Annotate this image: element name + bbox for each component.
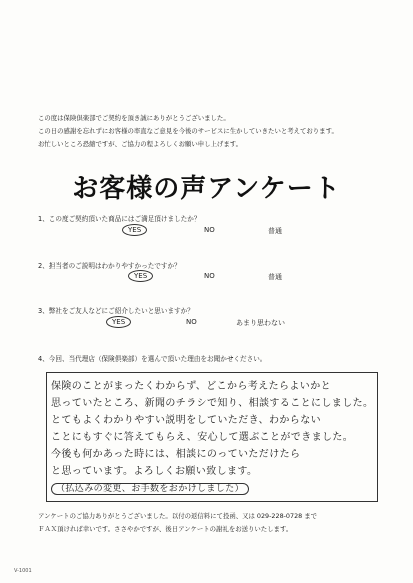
- form-code: V-1001: [14, 568, 32, 574]
- footer-line-1: アンケートのご協力ありがとうございました。以付の返信料にて投函、又は 029-228-0728 まで: [38, 512, 318, 520]
- survey-title: お客様の声アンケート: [72, 174, 341, 204]
- question-2: 2、担当者のご説明はわかりやすかったですか？: [38, 262, 181, 270]
- q3-option-rarely[interactable]: あまり思わない: [236, 319, 285, 327]
- q1-option-no[interactable]: NO: [204, 226, 215, 234]
- question-3: 3、弊社をご友人などにご紹介したいと思いますか？: [38, 307, 194, 315]
- answer-line-5: 今後も何かあった時には、相談にのっていただけたら: [51, 449, 301, 460]
- footer-text: [38, 510, 398, 536]
- question-1: 1、この度ご契約頂いた商品にはご満足頂けましたか？: [38, 215, 201, 223]
- answer-line-1: 保険のことがまったくわからず、どこから考えたらよいかと: [51, 381, 331, 392]
- intro-line-1: この度は保険倶楽部でご契約を頂き誠にありがとうございました。: [38, 114, 230, 122]
- q1-option-yes[interactable]: YES: [122, 224, 147, 236]
- answer-box[interactable]: [46, 372, 378, 502]
- q3-option-no[interactable]: NO: [186, 318, 197, 326]
- answer-line-6: と思っています。よろしくお願い致します。: [51, 466, 258, 477]
- intro-text: [38, 112, 398, 151]
- q2-option-neutral[interactable]: 普通: [268, 273, 282, 281]
- q3-option-yes[interactable]: YES: [106, 316, 131, 328]
- intro-line-3: お忙しいところ恐縮ですが、ご協力の程よろしくお願い申し上げます。: [38, 140, 242, 148]
- q1-option-neutral[interactable]: 普通: [268, 227, 282, 235]
- footer-line-2: ＦＡＸ頂ければ幸いです。ささやかですが、後日アンケートの謝礼をお送りいたします。: [38, 525, 293, 533]
- question-4: 4、今回、当代理店（保険倶楽部）を選んで頂いた理由をお聞かせください。: [38, 355, 267, 363]
- answer-line-7: （払込みの変更、お手数をおかけしました）: [51, 483, 249, 495]
- q2-option-no[interactable]: NO: [204, 272, 215, 280]
- intro-line-2: この日の感謝を忘れずにお客様の率直なご意見を今後のサービスに生かしていきたいと考えております。: [38, 127, 338, 135]
- q2-option-yes[interactable]: YES: [128, 270, 153, 282]
- answer-line-3: とてもよくわかりやすい説明をしていただき、わからない: [51, 415, 321, 426]
- answer-line-4: ことにもすぐに答えてもらえ、安心して選ぶことができました。: [51, 432, 354, 443]
- answer-line-2: 思っていたところ、新聞のチラシで知り、相談することにしました。: [51, 398, 374, 409]
